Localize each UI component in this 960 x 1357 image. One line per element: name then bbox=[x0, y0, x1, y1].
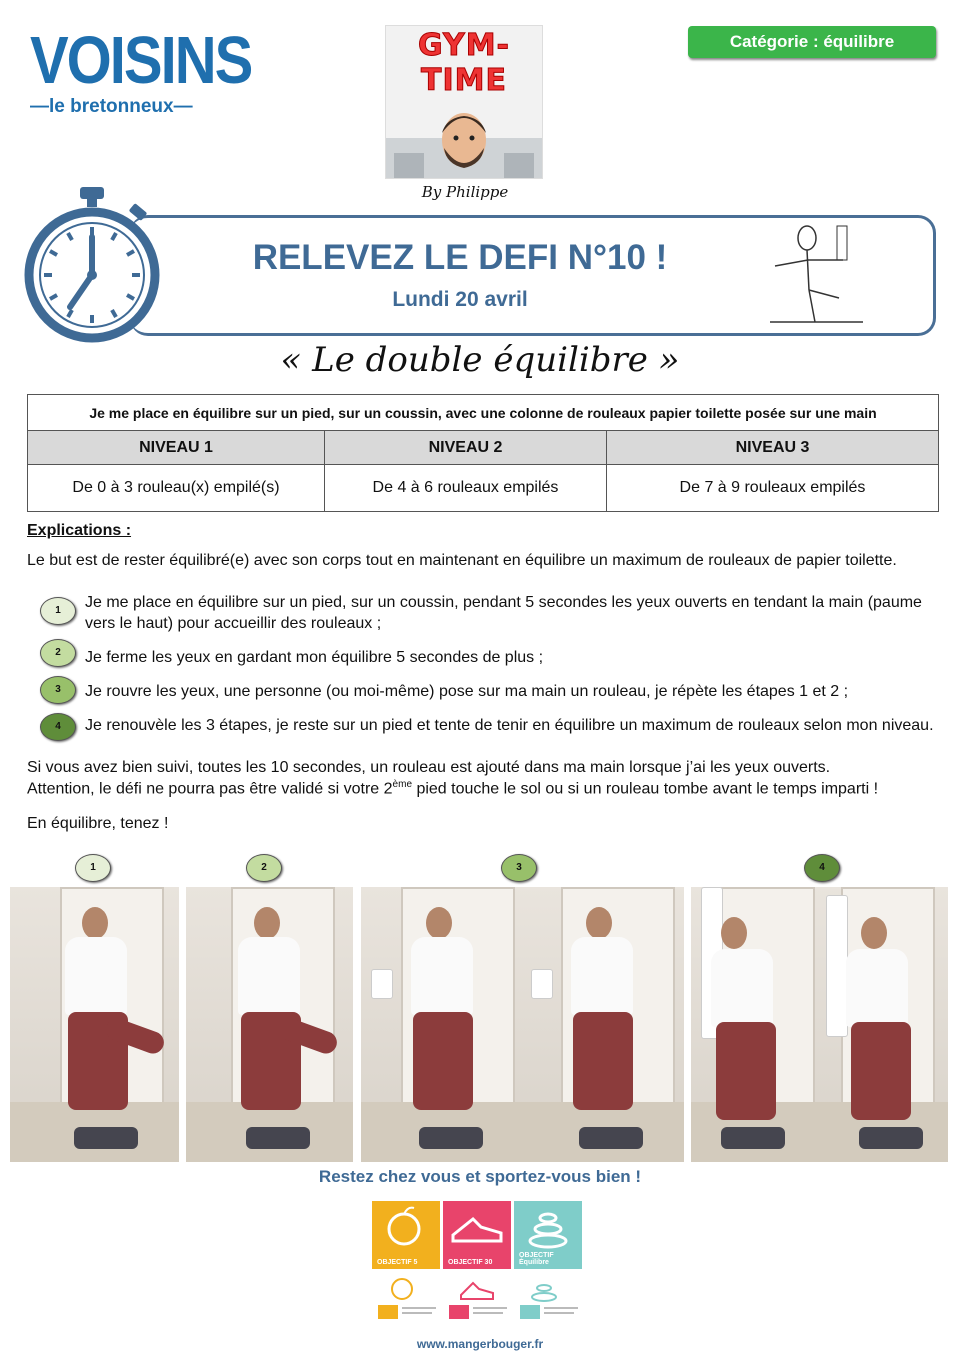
logo-sub-text: —le bretonneux— bbox=[30, 96, 193, 117]
step-text: Je renouvèle les 3 étapes, je reste sur un pied et tente de tenir en équilibre un maximum de rouleaux selon mon niveau. bbox=[85, 717, 934, 734]
photo-step-badge: 1 bbox=[75, 854, 111, 882]
photo-step-badge: 3 bbox=[501, 854, 537, 882]
challenge-title: RELEVEZ LE DEFI N°10 ! bbox=[252, 238, 668, 277]
step-text: Je ferme les yeux en gardant mon équilibre 5 secondes de plus ; bbox=[85, 649, 544, 666]
warning-paragraph bbox=[27, 779, 878, 798]
level-3-cell: NIVEAU 3 bbox=[607, 431, 939, 465]
photo-step-4 bbox=[691, 887, 948, 1162]
step-number-badge: 4 bbox=[40, 713, 76, 741]
photo-step-2 bbox=[186, 887, 353, 1162]
tile-label: OBJECTIF Équilibre bbox=[519, 1252, 554, 1266]
objectif-5-small-logo bbox=[372, 1275, 440, 1325]
step-text: Je rouvre les yeux, une personne (ou moi-même) pose sur ma main un rouleau, je répète les étapes 1 et 2 ; bbox=[85, 683, 849, 700]
objectif-30-small-logo bbox=[443, 1275, 511, 1325]
challenge-subtitle: « Le double équilibre » bbox=[280, 340, 680, 380]
step-number-badge: 1 bbox=[40, 597, 76, 625]
step-text: Je me place en équilibre sur un pied, sur un coussin, pendant 5 secondes les yeux ouverts en tendant la main (paume vers le haut) pour accueillir des rouleaux ; bbox=[85, 594, 922, 632]
level-2-cell: NIVEAU 2 bbox=[325, 431, 607, 465]
tile-label: OBJECTIF 5 bbox=[377, 1259, 418, 1266]
level-3-desc: De 7 à 9 rouleaux empilés bbox=[607, 465, 939, 512]
gym-time-logo bbox=[385, 25, 543, 179]
objectif-equilibre-tile bbox=[514, 1201, 582, 1269]
level-2-desc: De 4 à 6 rouleaux empilés bbox=[325, 465, 607, 512]
gym-time-title: GYM-TIME bbox=[418, 28, 510, 98]
photo-step-1 bbox=[10, 887, 179, 1162]
levels-table bbox=[27, 394, 939, 512]
warning-text-end: pied touche le sol ou si un rouleau tombe avant le temps imparti ! bbox=[412, 780, 879, 798]
photo-step-3 bbox=[361, 887, 684, 1162]
tile-label: OBJECTIF 30 bbox=[448, 1259, 493, 1266]
step-number-badge: 2 bbox=[40, 639, 76, 667]
step-number-badge: 3 bbox=[40, 676, 76, 704]
warning-superscript: ème bbox=[392, 779, 412, 790]
explanations-intro: Le but est de rester équilibré(e) avec son corps tout en maintenant en équilibre un maximum de rouleaux de papier toilette. bbox=[27, 552, 897, 569]
voisins-logo bbox=[30, 23, 252, 118]
byline: By Philippe bbox=[421, 183, 509, 201]
explanation-paragraph: Si vous avez bien suivi, toutes les 10 secondes, un rouleau est ajouté dans ma main lorsque j’ai les yeux ouverts. bbox=[27, 759, 831, 776]
objectif-equilibre-small-logo bbox=[514, 1275, 582, 1325]
footer-slogan: Restez chez vous et sportez-vous bien ! bbox=[318, 1167, 642, 1186]
apple-icon bbox=[372, 1201, 440, 1251]
objectif-5-tile bbox=[372, 1201, 440, 1269]
sneaker-small-icon bbox=[443, 1275, 511, 1325]
website-link[interactable]: www.mangerbouger.fr bbox=[416, 1337, 544, 1351]
level-1-desc: De 0 à 3 rouleau(x) empilé(s) bbox=[28, 465, 325, 512]
stopwatch-icon bbox=[22, 185, 162, 345]
logo-main-text: VOISINS bbox=[30, 23, 252, 99]
stones-small-icon bbox=[514, 1275, 582, 1325]
table-header-cell: Je me place en équilibre sur un pied, sur un coussin, avec une colonne de rouleaux papier toilette posée sur une main bbox=[28, 395, 939, 431]
category-badge: Catégorie : équilibre bbox=[688, 26, 936, 58]
balancing-stickman-icon bbox=[765, 218, 870, 330]
apple-small-icon bbox=[372, 1275, 440, 1325]
photo-step-badge: 2 bbox=[246, 854, 282, 882]
explanations-heading: Explications : bbox=[27, 522, 132, 539]
closing-line: En équilibre, tenez ! bbox=[27, 815, 169, 832]
warning-text-start: Attention, le défi ne pourra pas être validé si votre 2 bbox=[27, 780, 393, 798]
sneaker-icon bbox=[443, 1201, 511, 1251]
stones-icon bbox=[514, 1201, 582, 1251]
challenge-date: Lundi 20 avril bbox=[392, 288, 528, 311]
level-1-cell: NIVEAU 1 bbox=[28, 431, 325, 465]
objectif-30-tile bbox=[443, 1201, 511, 1269]
coach-avatar-icon bbox=[386, 98, 542, 179]
photo-step-badge: 4 bbox=[804, 854, 840, 882]
